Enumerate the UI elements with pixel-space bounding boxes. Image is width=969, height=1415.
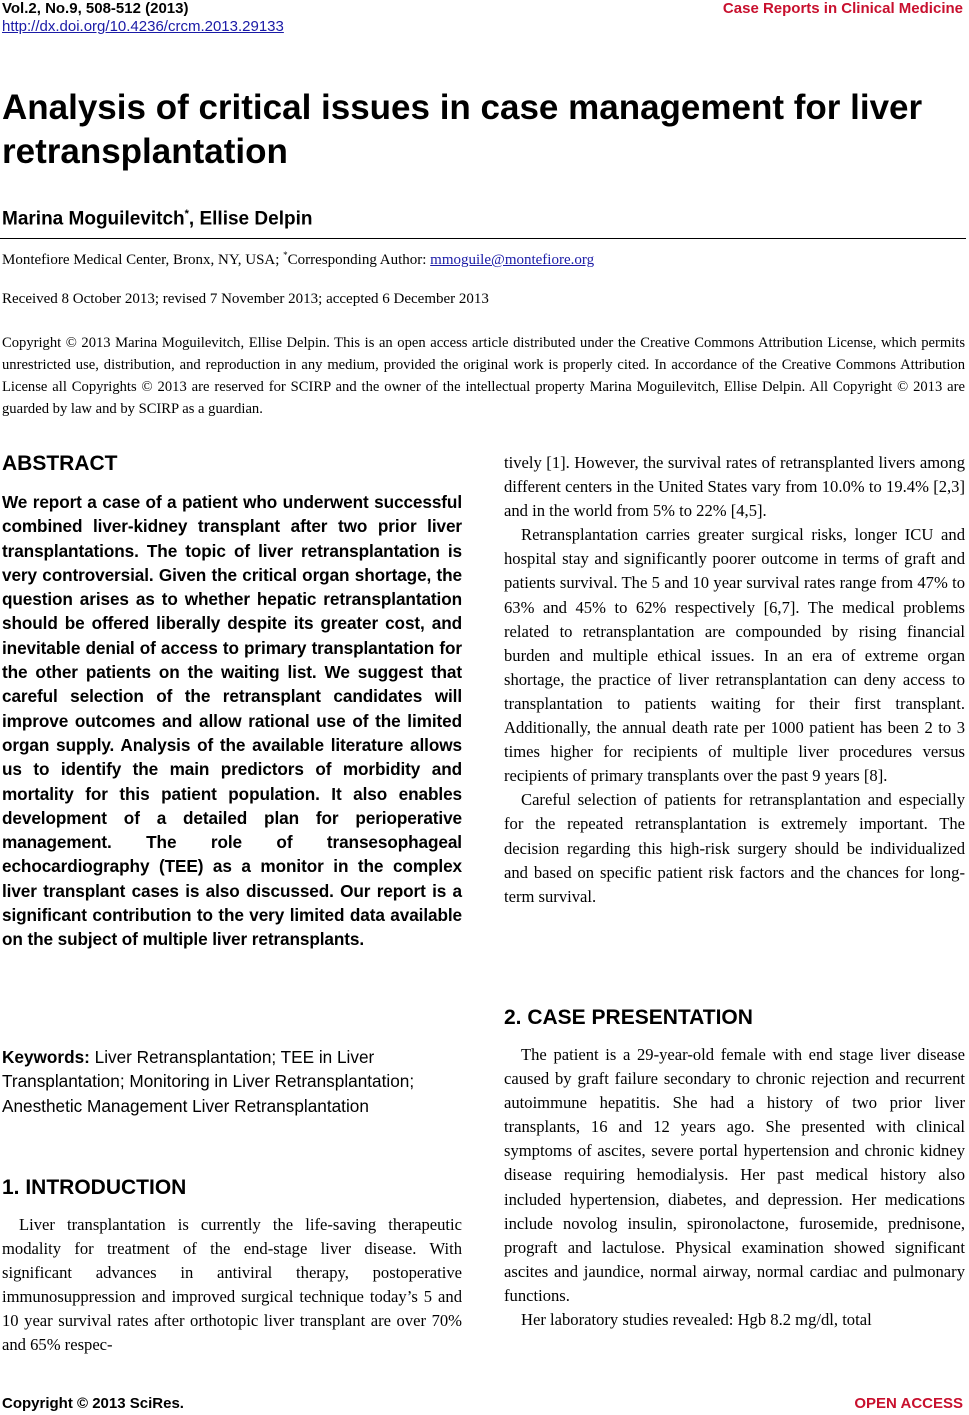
corresponding-mark: * bbox=[184, 208, 189, 220]
affiliation-text: Montefiore Medical Center, Bronx, NY, USA; bbox=[2, 252, 284, 268]
paragraph: Retransplantation carries greater surgical risks, longer ICU and hospital stay and significantly poorer outcome in terms of graft and patients survival. The 5 and 10 year survival rates range from 47% to 63% and 45% to 62% respectively [6,7]. The medical problems related to retransplantation are compounded by rising financial burden and multiple ethical issues. In an era of extreme organ shortage, the practice of liver retransplantation can deny access to transplantation to patients waiting for their first transplant. Additionally, the annual death rate per 1000 patient has been 2 to 3 times higher for recipients of multiple liver procedures versus recipients of primary transplants over the past 9 years [8]. bbox=[504, 525, 965, 786]
author-list bbox=[2, 208, 312, 230]
introduction-body bbox=[2, 1213, 462, 1358]
case-presentation-body bbox=[504, 1043, 965, 1332]
open-access-label: OPEN ACCESS bbox=[854, 1395, 963, 1412]
abstract-heading: ABSTRACT bbox=[2, 452, 118, 475]
paragraph: Her laboratory studies revealed: Hgb 8.2 mg/dl, total bbox=[521, 1310, 872, 1330]
article-title: Analysis of critical issues in case management for liver retransplantation bbox=[2, 88, 923, 171]
email-link[interactable]: mmoguile@montefiore.org bbox=[430, 252, 595, 268]
introduction-heading: 1. INTRODUCTION bbox=[2, 1176, 187, 1199]
header-divider bbox=[0, 238, 966, 239]
copyright-notice: Copyright © 2013 Marina Moguilevitch, Ellise Delpin. This is an open access article distributed under the Creative Commons Attribution License, which permits unrestricted use, distribution, and reproduction in any medium, provided the original work is properly cited. In accordance of the Creative Commons Attribution License all Copyrights © 2013 are reserved for SCIRP and the owner of the intellectual property Marina Moguilevitch, Ellise Delpin. All Copyright © 2013 are guarded by law and by SCIRP as a guardian. bbox=[2, 335, 965, 417]
corresponding-label: Corresponding Author: bbox=[287, 252, 431, 268]
journal-name: Case Reports in Clinical Medicine bbox=[722, 0, 963, 17]
paragraph: Careful selection of patients for retransplantation and especially for the repeated retransplantation is extremely important. The decision regarding this high-risk surgery should be individualized and based on specific patient risk factors and the chances for long-term survival. bbox=[504, 790, 965, 906]
keywords-list: Liver Retransplantation; TEE in Liver Transplantation; Monitoring in Liver Retransplantation; Anesthetic Management Liver Retransplantation bbox=[2, 1047, 415, 1116]
author-name: Ellise Delpin bbox=[199, 208, 313, 230]
introduction-body-continued bbox=[504, 451, 965, 909]
author-separator: , bbox=[188, 208, 200, 230]
received-dates: Received 8 October 2013; revised 7 November 2013; accepted 6 December 2013 bbox=[2, 291, 489, 307]
corresponding-mark: * bbox=[283, 250, 288, 260]
paragraph: Liver transplantation is currently the life-saving therapeutic modality for treatment of the end-stage liver disease. With significant advances in antiviral therapy, postoperative immunosuppression and improved surgical technique today’s 5 and 10 year survival rates after orthotopic liver transplant are over 70% and 65% respec- bbox=[2, 1215, 462, 1355]
paragraph: tively [1]. However, the survival rates of retransplanted livers among different centers in the United States vary from 10.0% to 19.4% [2,3] and in the world from 5% to 22% [4,5]. bbox=[504, 453, 965, 521]
affiliation bbox=[2, 250, 594, 269]
abstract-text: We report a case of a patient who underwent successful combined liver-kidney transplant after two prior liver transplantations. The topic of liver retransplantation is very controversial. Given the critical organ shortage, the question arises as to whether hepatic retransplantation should be offered liberally despite its greater cost, and inevitable denial of access to primary transplantation for the other patients on the waiting list. We suggest that careful selection of the retransplant candidates will improve outcomes and allow rational use of the limited organ supply. Analysis of the available literature allows us to identify the main predictors of morbidity and mortality for this patient population. It also enables development of a detailed plan for perioperative management. The role of transesophageal echocardiography (TEE) as a monitor in the complex liver transplant cases is also discussed. Our report is a significant contribution to the very limited data available on the subject of multiple liver retransplants. bbox=[2, 492, 462, 950]
keywords-label: Keywords: bbox=[2, 1047, 90, 1067]
doi-link[interactable]: http://dx.doi.org/10.4236/crcm.2013.29133 bbox=[2, 18, 284, 35]
author-name: Marina Moguilevitch bbox=[2, 208, 185, 230]
volume-info: Vol.2, No.9, 508-512 (2013) bbox=[2, 0, 189, 17]
footer-copyright: Copyright © 2013 SciRes. bbox=[2, 1395, 184, 1412]
paragraph: The patient is a 29-year-old female with end stage liver disease caused by graft failure secondary to chronic rejection and recurrent autoimmune hepatitis. She had a history of two prior liver transplants, 16 and 12 years ago. She presented with clinical symptoms of ascites, severe portal hypertension and chronic kidney disease requiring hemodialysis. Her past medical history also included hypertension, diabetes, and depression. Her medications include novolog insulin, spironolactone, furosemide, prednisone, prograft and lactulose. Physical examination showed significant ascites and jaundice, normal airway, normal cardiac and pulmonary functions. bbox=[504, 1045, 965, 1305]
keywords bbox=[2, 1045, 462, 1118]
case-presentation-heading: 2. CASE PRESENTATION bbox=[504, 1006, 753, 1029]
